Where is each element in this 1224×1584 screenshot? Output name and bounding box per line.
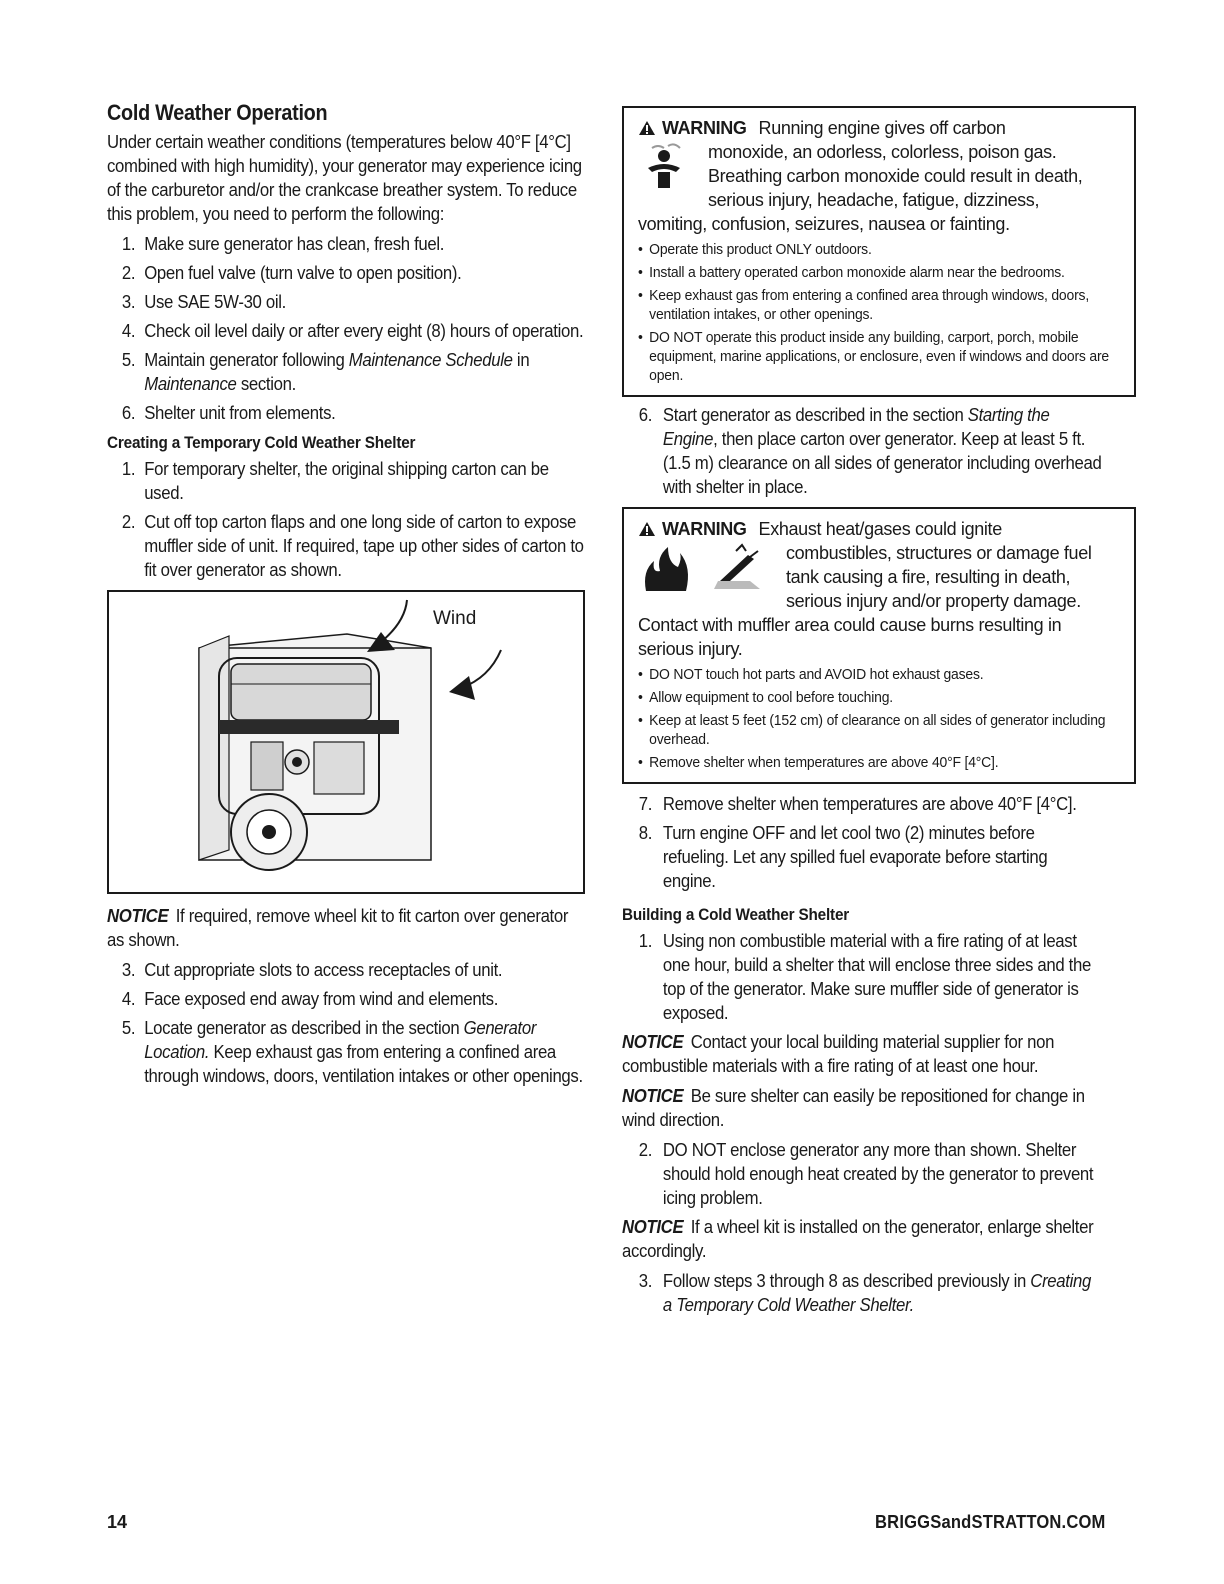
fire-and-hot-surface-icon [638,541,768,595]
warning-box-carbon-monoxide: WARNING Running engine gives off carbon monoxide, an odorless, colorless, poison gas. Breathing carbon monoxide could result in death, serious injury, headache, fatigue, dizziness, vomiting, confusion, seizures, nausea or fainting. • Operate this product ONLY outdoors. • Install a battery operated carbon monoxide alarm near the bedrooms. • Keep exhaust gas from entering a confined area through windows, doors, ventilation intakes, or other openings. • DO NOT operate this product inside any building, carport, porch, mobile equipment, marine applications, or enclosure, even if windows and doors are open. [622,106,1136,397]
step-6 [622,403,1104,499]
notice-label: NOTICE [107,906,169,926]
warning-triangle-icon [638,120,656,136]
shelter-figure [107,590,585,894]
list-item: • Allow equipment to cool before touching. [638,688,1129,707]
warning2-bullets [638,665,1120,772]
notice-supplier: NOTICE Contact your local building material supplier for non combustible materials with a fire rating of at least one hour. [622,1032,1055,1076]
wind-label: Wind [433,608,477,629]
intro-paragraph: Under certain weather conditions (temperatures below 40°F [4°C] combined with high humidity), your generator may experience icing of the carburetor and/or the crankcase breather system. To reduce this problem, you need to perform the following: [107,132,582,224]
right-column [622,106,1110,1322]
notice-label: NOTICE [622,1032,684,1052]
warning-box-exhaust-heat: WARNING Exhaust heat/gases could ignite combustibles, structures or damage fuel tank causing a fire, resulting in death, serious injury and/or property damage. Contact with muffler area could cause burns resulting in serious injury. • DO NOT touch hot parts and AVOID hot exhaust gases. • Allow equipment to cool before touching. • Keep at least 5 feet (152 cm) of clearance on all sides of generator including overhead. • Remove shelter when temperatures are above 40°F [4°C]. [622,507,1136,784]
left-column [107,100,585,1093]
step-e1 [622,929,1104,1025]
warning-label: WARNING [638,116,747,140]
subheading-building-shelter: Building a Cold Weather Shelter [622,905,850,924]
list-item: 3. Use SAE 5W-30 oil. [121,292,286,312]
page-number: 14 [107,1512,128,1532]
section-title: Cold Weather Operation [107,100,328,125]
list-item: 6. Shelter unit from elements. [121,403,336,423]
poison-gas-icon [638,142,690,194]
notice-wheel-kit-shelter: NOTICE If a wheel kit is installed on the generator, enlarge shelter accordingly. [622,1217,1094,1261]
steps-list-c [107,958,585,1088]
notice-label: NOTICE [622,1086,684,1106]
step-e2 [622,1138,1104,1210]
list-item: • DO NOT touch hot parts and AVOID hot exhaust gases. [638,665,1129,684]
list-item: 5. Maintain generator following Maintenance Schedule in Maintenance section. [121,350,530,394]
list-item: 4. Check oil level daily or after every eight (8) hours of operation. [121,321,584,341]
list-item: 3. Follow steps 3 through 8 as described previously in Creating a Temporary Cold Weather Shelter. [638,1271,1091,1315]
list-item: • Keep exhaust gas from entering a confined area through windows, doors, ventilation intakes, or other openings. [638,286,1129,324]
list-item: • Keep at least 5 feet (152 cm) of clearance on all sides of generator including overhead. [638,711,1129,749]
warning-triangle-icon [638,521,656,537]
list-item: 2. Open fuel valve (turn valve to open position). [121,263,462,283]
list-item: • DO NOT operate this product inside any building, carport, porch, mobile equipment, marine applications, or enclosure, even if windows and doors are open. [638,328,1129,385]
warning1-bullets [638,240,1120,385]
steps-list-a [107,232,585,425]
notice-reposition: NOTICE Be sure shelter can easily be repositioned for change in wind direction. [622,1086,1085,1130]
subheading-temporary-shelter: Creating a Temporary Cold Weather Shelter [107,433,416,452]
list-item: 3. Cut appropriate slots to access receptacles of unit. [121,960,503,980]
list-item: 1. For temporary shelter, the original shipping carton can be used. [121,459,549,503]
warning-label: WARNING [638,517,747,541]
list-item: 2. DO NOT enclose generator any more than shown. Shelter should hold enough heat created by the generator to prevent icing problem. [638,1140,1094,1208]
notice-label: NOTICE [622,1217,684,1237]
steps-list-d [622,792,1104,893]
list-item: 2. Cut off top carton flaps and one long side of carton to expose muffler side of unit. If required, tape up other sides of carton to fit over generator as shown. [121,512,584,580]
steps-list-b [107,457,585,582]
list-item: 1. Using non combustible material with a fire rating of at least one hour, build a shelter that will enclose three sides and the top of the generator. Make sure muffler side of generator is exposed. [638,931,1091,1023]
list-item: 8. Turn engine OFF and let cool two (2) minutes before refueling. Let any spilled fuel evaporate before starting engine. [638,823,1048,891]
notice-wheel-kit: NOTICE If required, remove wheel kit to fit carton over generator as shown. [107,906,569,950]
list-item: 1. Make sure generator has clean, fresh fuel. [121,234,445,254]
list-item: • Remove shelter when temperatures are above 40°F [4°C]. [638,753,1129,772]
list-item: 4. Face exposed end away from wind and elements. [121,989,499,1009]
footer-website: BRIGGSandSTRATTON.COM [875,1512,1106,1532]
list-item: • Operate this product ONLY outdoors. [638,240,1129,259]
step-e3 [622,1269,1104,1317]
list-item: 7. Remove shelter when temperatures are above 40°F [4°C]. [638,794,1077,814]
list-item: 6. Start generator as described in the section Starting the Engine, then place carton over generator. Keep at least 5 ft. (1.5 m) clearance on all sides of generator including overhead with shelter in place. [638,405,1102,497]
list-item: 5. Locate generator as described in the section Generator Location. Keep exhaust gas from entering a confined area through windows, doors, ventilation intakes or other openings. [121,1018,583,1086]
list-item: • Install a battery operated carbon monoxide alarm near the bedrooms. [638,263,1129,282]
generator-carton-illustration [109,592,583,888]
